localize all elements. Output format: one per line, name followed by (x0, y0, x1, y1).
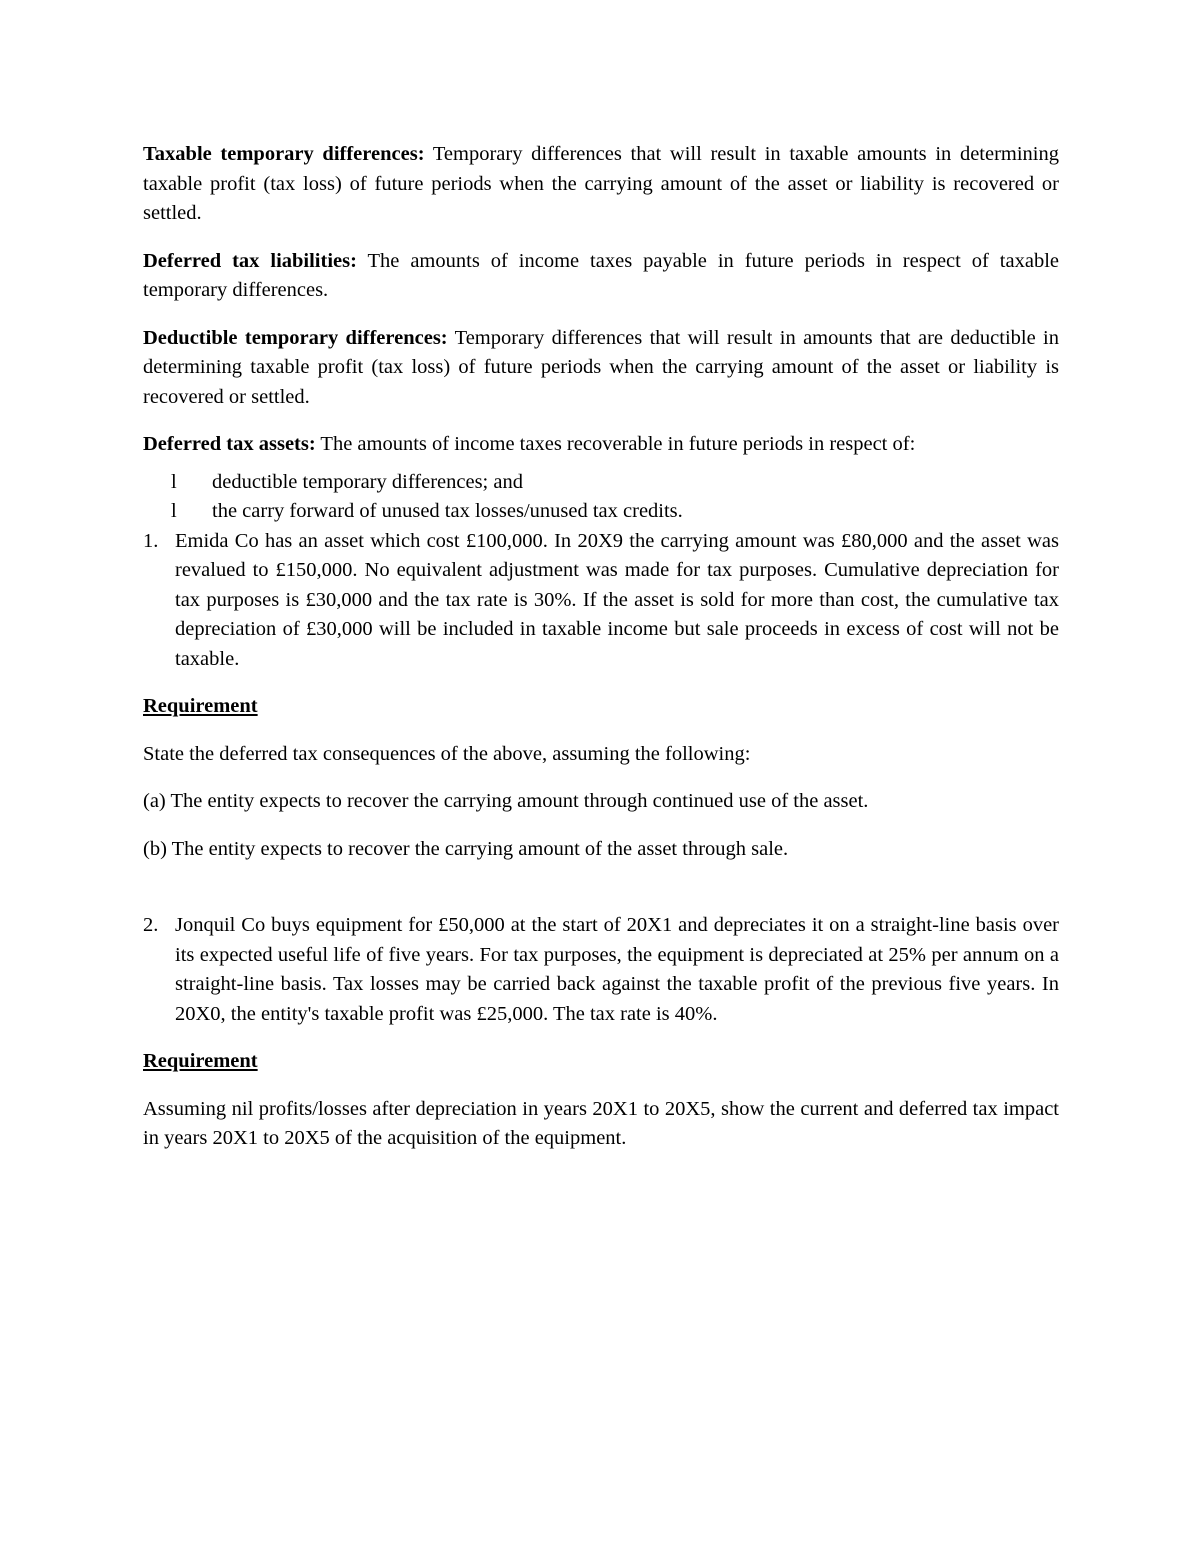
definition-deductible-temporary-differences (143, 324, 1059, 413)
definition-term: Deferred tax liabilities: (143, 249, 357, 272)
list-item-text: the carry forward of unused tax losses/unused tax credits. (212, 500, 683, 522)
definition-text: Temporary differences that will result in amounts that are deductible in determining taxable profit (tax loss) of future periods when the carrying amount of the asset or liability is recovered or settled. (143, 326, 1059, 408)
definition-text: The amounts of income taxes recoverable in future periods in respect of: (315, 433, 916, 455)
question-number: 1. (143, 529, 159, 552)
list-item (143, 497, 1059, 527)
question-2 (143, 911, 1059, 1029)
bullet-icon: l (171, 500, 177, 522)
definition-taxable-temporary-differences (143, 140, 1059, 229)
document-page (143, 140, 1059, 1172)
requirement-text: Assuming nil profits/losses after depreciation in years 20X1 to 20X5, show the current and deferred tax impact in years 20X1 to 20X5 of the acquisition of the equipment. (143, 1097, 1059, 1149)
question-text: Jonquil Co buys equipment for £50,000 at the start of 20X1 and depreciates it on a straight-line basis over its expected useful life of five years. For tax purposes, the equipment is depreciated at 25% per annum on a straight-line basis. Tax losses may be carried back against the taxable profit of the previous five years. In 20X0, the entity's taxable profit was £25,000. The tax rate is 40%. (175, 914, 1059, 1025)
definition-deferred-tax-liabilities (143, 247, 1059, 306)
definition-term: Deductible temporary differences: (143, 326, 448, 349)
bullet-icon: l (171, 470, 177, 493)
question-number: 2. (143, 914, 159, 936)
definition-text: The amounts of income taxes payable in future periods in respect of taxable temporary differences. (143, 249, 1059, 301)
requirement-heading: Requirement (143, 695, 258, 717)
question-1 (143, 527, 1059, 675)
requirement-heading: Requirement (143, 1050, 258, 1072)
question-text: Emida Co has an asset which cost £100,000. In 20X9 the carrying amount was £80,000 and the asset was revalued to £150,000. No equivalent adjustment was made for tax purposes. Cumulative depreciation for tax purposes is £30,000 and the tax rate is 30%. If the asset is sold for more than cost, the cumulative tax depreciation of £30,000 will be included in taxable income but sale proceeds in excess of cost will not be taxable. (175, 529, 1059, 670)
requirement-intro: State the deferred tax consequences of the above, assuming the following: (143, 742, 751, 765)
definition-deferred-tax-assets (143, 430, 1059, 460)
list-item (143, 468, 1059, 498)
deferred-tax-assets-list (143, 468, 1059, 527)
requirement-part-b: (b) The entity expects to recover the carrying amount of the asset through sale. (143, 837, 789, 860)
requirement-part-a: (a) The entity expects to recover the carrying amount through continued use of the asset. (143, 790, 869, 812)
definition-term: Taxable temporary differences: (143, 143, 425, 165)
definition-term: Deferred tax assets: (143, 433, 316, 455)
definition-text: Temporary differences that will result in taxable amounts in determining taxable profit (tax loss) of future periods when the carrying amount of the asset or liability is recovered or settled. (143, 143, 1060, 224)
list-item-text: deductible temporary differences; and (212, 470, 523, 493)
